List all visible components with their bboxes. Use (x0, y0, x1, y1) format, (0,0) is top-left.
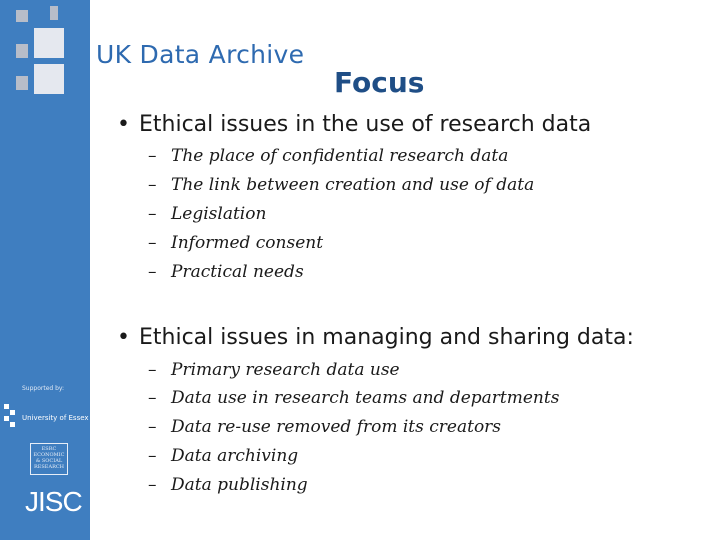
dash-icon: – (148, 262, 157, 282)
archive-logo-icon (8, 6, 68, 96)
esrc-line: ESRC (41, 446, 57, 452)
dash-icon: – (148, 417, 157, 437)
section-heading-text: Ethical issues in the use of research data (139, 112, 592, 137)
list-item (148, 233, 323, 253)
list-item-text: Primary research data use (171, 360, 400, 380)
list-item-text: Data use in research teams and departments (171, 388, 560, 408)
esrc-line: & SOCIAL (35, 458, 63, 464)
dash-icon: – (148, 233, 157, 253)
section-heading (117, 325, 634, 350)
dash-icon: – (148, 446, 157, 466)
bullet-icon: • (117, 325, 130, 350)
supported-by-label: Supported by: (22, 385, 65, 392)
dash-icon: – (148, 475, 157, 495)
dash-icon: – (148, 146, 157, 166)
list-item (148, 360, 400, 380)
list-item-text: The place of confidential research data (171, 146, 509, 166)
brand-name: UK Data Archive (96, 40, 305, 69)
list-item-text: Data archiving (171, 446, 299, 466)
esrc-line: ECONOMIC (33, 452, 65, 458)
esrc-line: RESEARCH (33, 464, 65, 470)
esrc-logo (30, 443, 68, 475)
list-item (148, 475, 308, 495)
sidebar (0, 0, 90, 540)
list-item-text: The link between creation and use of data (171, 175, 535, 195)
dash-icon: – (148, 360, 157, 380)
dash-icon: – (148, 175, 157, 195)
jisc-logo: JISC (25, 486, 82, 517)
university-of-essex-logo-icon (4, 404, 18, 428)
list-item (148, 146, 508, 166)
section-heading (117, 112, 591, 137)
list-item (148, 262, 304, 282)
list-item-text: Data publishing (171, 475, 308, 495)
list-item-text: Legislation (171, 204, 267, 224)
list-item-text: Data re-use removed from its creators (171, 417, 502, 437)
list-item (148, 175, 534, 195)
slide-title: Focus (334, 66, 425, 99)
list-item (148, 417, 501, 437)
list-item-text: Informed consent (171, 233, 324, 253)
dash-icon: – (148, 204, 157, 224)
list-item (148, 204, 266, 224)
list-item (148, 446, 298, 466)
bullet-icon: • (117, 112, 130, 137)
list-item (148, 388, 559, 408)
list-item-text: Practical needs (171, 262, 304, 282)
dash-icon: – (148, 388, 157, 408)
section-heading-text: Ethical issues in managing and sharing data: (139, 325, 634, 350)
university-of-essex-label: University of Essex (22, 414, 89, 422)
